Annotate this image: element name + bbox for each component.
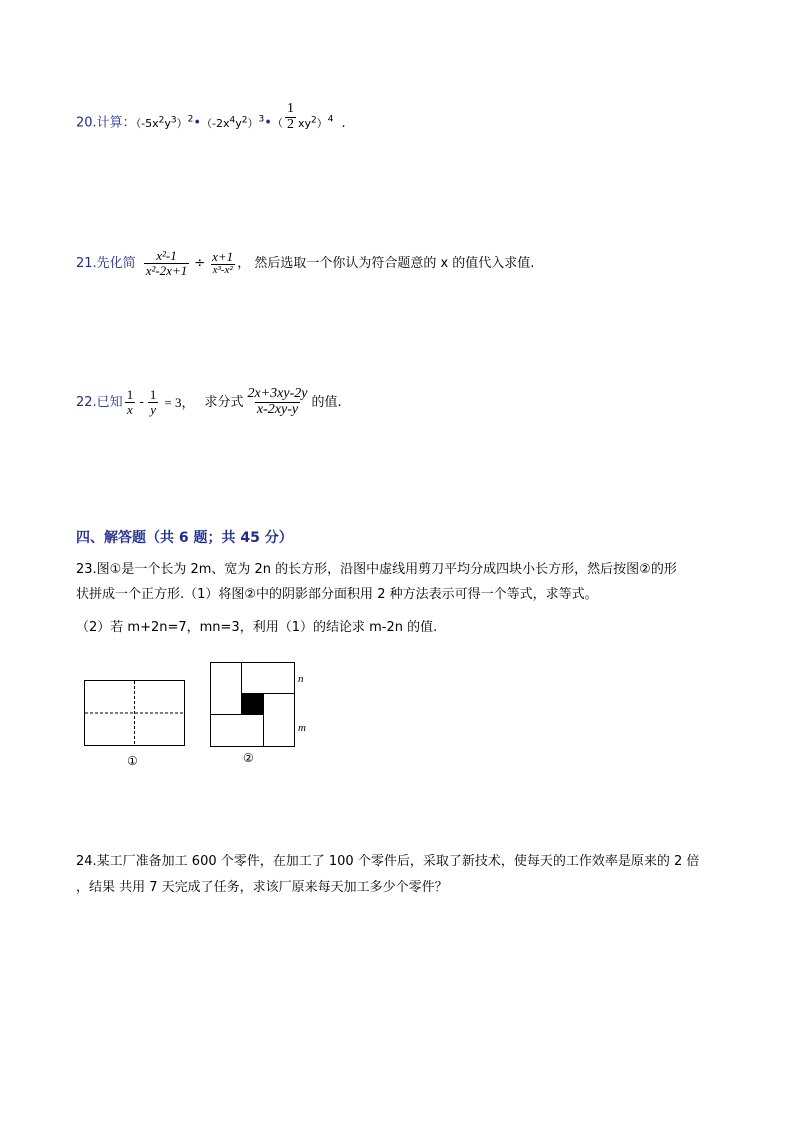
q22-prefix: 22.已知 bbox=[76, 394, 123, 410]
question-20 bbox=[76, 101, 346, 132]
q20-pow3: 4 bbox=[327, 114, 334, 125]
q22-fraction-b: $\frac{1}{y}$ bbox=[149, 387, 157, 417]
q20-prefix: 20.计算： bbox=[76, 115, 136, 131]
q20-dot2: • bbox=[264, 115, 272, 131]
figure-2-square bbox=[210, 662, 296, 748]
label-m: m bbox=[298, 722, 306, 734]
figure-1-label: ① bbox=[127, 754, 138, 768]
q21-fraction-1: $\frac{\text{x²-1}}{\text{x²-2x+1}}$ bbox=[145, 248, 188, 278]
shaded-square bbox=[242, 694, 264, 715]
q23-line-3: （2）若 m+2n=7，mn=3，利用（1）的结论求 m-2n 的值. bbox=[76, 620, 438, 635]
question-21 bbox=[76, 249, 534, 277]
q22-mid: 求分式 bbox=[204, 394, 244, 410]
q22-suffix: 的值. bbox=[311, 394, 342, 410]
q20-end: . bbox=[341, 115, 346, 131]
q20-pow1: 2 bbox=[187, 114, 194, 125]
q20-half-fraction: $\frac{1}{2}$ bbox=[286, 101, 294, 132]
q20-open: （ bbox=[271, 116, 283, 130]
q22-fraction-a: $\frac{1}{x}$ bbox=[126, 387, 134, 417]
q23-line-1: 23.图①是一个长为 2m、宽为 2n 的长方形，沿图中虚线用剪刀平均分成四块小长方形，然后按图②的形 bbox=[76, 562, 677, 577]
q20-term2: $(-2x^4y^2)$ bbox=[201, 115, 259, 130]
q20-term3: $xy^2$） bbox=[297, 115, 328, 130]
q21-divide: ÷ bbox=[194, 255, 206, 271]
q24-line-2: ，结果 共用 7 天完成了任务，求该厂原来每天加工多少个零件？ bbox=[76, 880, 448, 895]
q20-term1: $(-5x^2y^3)$ bbox=[135, 115, 188, 130]
q23-line-2: 状拼成一个正方形.（1）将图②中的阴影部分面积用 2 种方法表示可得一个等式，求等式。 bbox=[76, 587, 598, 602]
figure-2-label: ② bbox=[243, 751, 254, 765]
label-n: n bbox=[298, 673, 304, 685]
figure-1-rectangle bbox=[84, 680, 186, 747]
q21-suffix: ， 然后选取一个你认为符合题意的 x 的值代入求值. bbox=[237, 255, 535, 271]
q22-fraction-main: $\frac{2x+3xy-2y}{x-2xy-y}$ bbox=[247, 386, 308, 417]
q22-minus: - bbox=[139, 394, 144, 410]
section-4-title: 四、解答题（共 6 题；共 45 分） bbox=[76, 530, 293, 546]
q24-line-1: 24.某工厂准备加工 600 个零件，在加工了 100 个零件后，采取了新技术，使每天的工作效率是原来的 2 倍 bbox=[76, 854, 700, 869]
q20-pow2: 3 bbox=[258, 114, 265, 125]
q22-equals: = 3， bbox=[164, 394, 195, 410]
q21-prefix: 21.先化简 bbox=[76, 255, 136, 271]
q20-dot1: • bbox=[193, 115, 202, 131]
q21-fraction-2: $\frac{x+1}{\text{x³-x²}}$ bbox=[212, 249, 234, 276]
question-22 bbox=[76, 387, 342, 417]
